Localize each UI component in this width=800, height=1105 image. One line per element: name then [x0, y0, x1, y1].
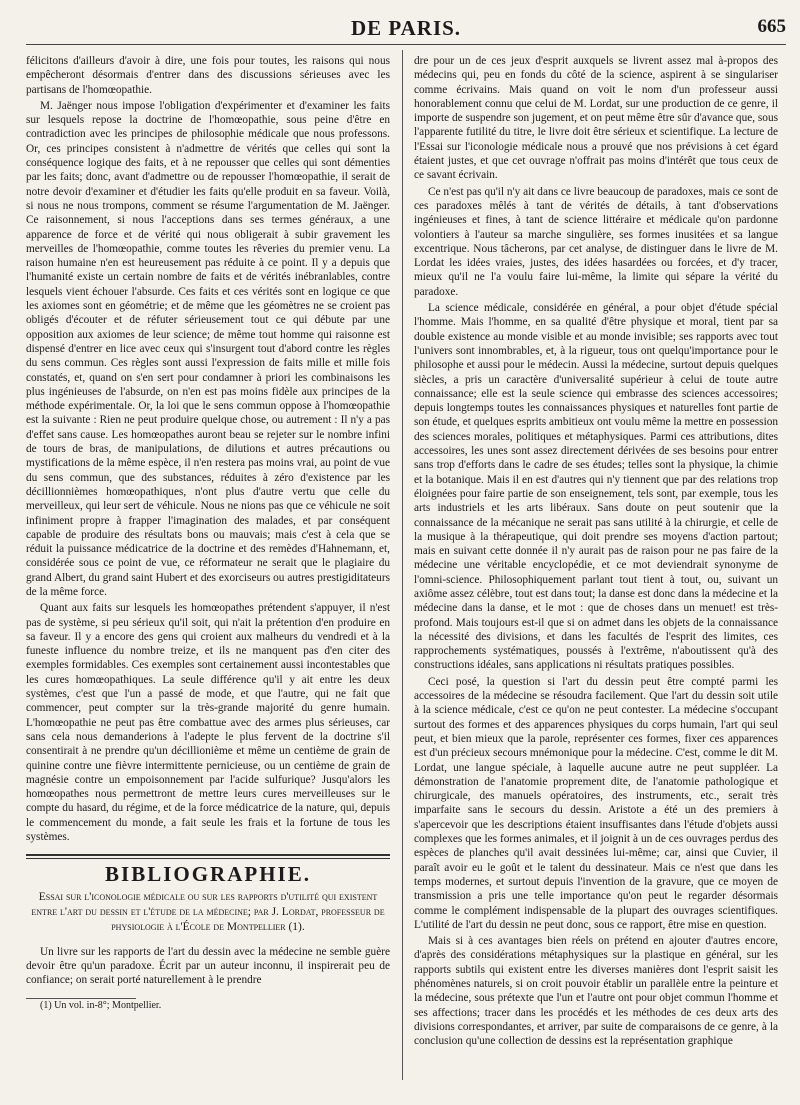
book-heading: Essai sur l'iconologie médicale ou sur les rapports d'utilité qui existent entre l'art du dessin et l'étude de la médecine; par J. Lordat, professeur de physiologie à l'École de Montpellier (1). [31, 890, 385, 933]
running-head [26, 14, 786, 45]
left-column [26, 54, 390, 1074]
paragraph: dre pour un de ces jeux d'esprit auxquels se livrent assez mal à-propos des médecins qui, peu en fonds du côté de la science, aspirent à se singulariser comme écrivains. Mais quand on voit le nom d'un professeur aussi honorablement connu que celui de M. Lordat, sur une production de ce genre, il importe de suspendre son jugement, et on peut même être sûr d'avance que, sous l'apparente futilité du titre, le livre doit être sérieux et scientifique. La lecture de l'Essai sur l'iconologie médicale nous a prouvé que nos prévisions à cet égard étaient justes, et que cet ouvrage n'offrait pas moins d'intérêt que tous ceux de ce savant écrivain. [414, 55, 778, 182]
right-column [414, 54, 778, 1074]
paragraph: Un livre sur les rapports de l'art du dessin avec la médecine ne semble guère devoir être qu'un paradoxe. Écrit par un auteur inconnu, il inspirerait peu de confiance; on serait porté naturellement à le prendre [26, 945, 390, 987]
paragraph: Ceci posé, la question si l'art du dessin peut être compté parmi les accessoires de la médecine se résoudra facilement. Que l'art du dessin soit utile à la science médicale, c'est ce qu'on ne peut contester. La médecine s'occupant surtout des formes et des apparences physiques du corps humain, l'art qui seul peut, et bien mieux que la parole, représenter ces formes, fixer ces apparences est d'un précieux secours mnémonique pour la médecine. C'est, comme le dit M. Lordat, une langue spéciale, à laquelle aucune autre ne peut suppléer. La démonstration de l'anatomie proprement dite, de l'anatomie pathologique et chirurgicale, des manuels opératoires, des instruments, etc., serait très imparfaite sans le secours du dessin. Aristote a été un des premiers à s'apercevoir que les descriptions étaient insuffisantes dans l'étude d'objets aussi complexes que les formes animales, et il joignit à un de ces ouvrages perdus des espèces de planches qu'il avait dessinées lui-même; car, ainsi que Cuvier, il paraît avoir eu le goût et le talent du dessinateur. Mais ce n'est que dans les temps modernes, et surtout depuis l'invention de la gravure, que ce moyen de transmission a pris une telle importance qu'on peut le regarder désormais comme le complément indispensable de la plupart des ouvrages scientifiques. L'utilité de l'art du dessin ne peut donc, sous ce rapport, être mise en question. [414, 675, 778, 931]
paragraph: Mais si à ces avantages bien réels on prétend en ajouter d'autres encore, d'après des considérations métaphysiques sur la plastique en général, sur les rapports subtils qui existent entre les diverses manières dont l'esprit saisit les phénomènes naturels, si on croit pouvoir établir un parallèle entre la peinture et la médecine, sous prétexte que l'un et l'autre ont pour objet commun l'homme et ses affections; tracer dans les procédés et les méthodes de ces deux arts des divisions correspondantes, et arriver, par suite de comparaisons de ce genre, à la conclusion qu'une collection de dessins est la représentation graphique [414, 935, 778, 1048]
footnote: (1) Un vol. in-8°; Montpellier. [40, 999, 162, 1011]
newspaper-page [26, 14, 786, 1094]
paragraph: La science médicale, considérée en général, a pour objet d'étude spécial l'homme. Mais l'homme, en sa qualité d'être physique et moral, tient par sa double existence au monde visible et au monde invisible; ses rapports avec tout l'univers sont innombrables, et, à la rigueur, tous ont quelqu'importance pour le philosophe et aussi pour le médecin. Aussi la médecine, surtout depuis quelques siècles, a pris un caractère d'universalité supérieur à celui de toute autre connaissance; elle est la seule science qui embrasse des sciences accessoires; depuis longtemps toutes les connaissances physiques et naturelles font partie de son étude, et quelques esprits ambitieux ont voulu même la mettre en possession des sciences morales, politiques et métaphysiques. Parmi ces attributions, dites accessoires, les unes sont assez directement dérivées de ses besoins pour entrer sans trop d'efforts dans le cadre de ses études; telles sont la physique, la chimie et la botanique. Mais il en est d'autres qui n'y tiennent que par des relations trop éloignées pour faire partie de son enseignement, tels sont, par exemple, tous les arts industriels et les arts libéraux. Sans doute on peut soutenir que la connaissance de la mécanique ne serait pas sans utilité à la chirurgie, et celle de la musique à la thérapeutique, qui doit prendre ses moyens d'action partout; mais en suivant cette donnée il n'y aurait pas de raison pour ne pas faire de la médecine une véritable encyclopédie, et ce mot deviendrait synonyme de l'omni-science. Philosophiquement parlant tout tient à tout, ou, suivant un axiôme assez célèbre, tout est dans tout; la danse est donc dans la médecine et la médecine dans la danse, et le mot : que de choses dans un menuet! est très-profond. Mais toujours est-il que si on admet dans les objets de la connaissance la nécessité des divisions, et dans les facultés de l'esprit des limites, ces rapprochements systématiques, poussés à l'extrême, n'aboutissent qu'à des constructions idéales, sans applications ni résultats pratiques possibles. [414, 302, 778, 672]
paragraph: Quant aux faits sur lesquels les homœopathes prétendent s'appuyer, il n'est pas de système, si peu sérieux qu'il soit, qui n'ait la prétention d'en produire en sa faveur. Il y a encore des gens qui croient aux malheurs du vendredi et à la funeste influence du nombre treize, et ils ne manquent pas d'en citer des exemples formidables. Ces exemples sont certainement aussi incontestables que les cures homœopathiques. La seule différence qu'il y ait entre les deux systèmes, c'est que l'un a passé de mode, et que l'autre, qui ne fait que commencer, peut compter sur la très-grande majorité du genre humain. L'homœopathie ne peut pas être combattue avec des armes plus sérieuses, car sans cela nous demanderions à l'adepte le plus fervent de la doctrine s'il consentirait à ne prendre qu'un décillionième et même un centième de grain de quinine contre une fièvre intermittente pernicieuse, ou un centième de grain de magnésie contre un empoisonnement par l'acide sulfurique? Jusqu'alors les homœopathes nous permettront de mettre leurs cures merveilleuses sur le compte du hasard, du régime, et de la force médicatrice de la nature, qui, depuis le commencement du monde, a fait seule les frais et la fortune de tous les systèmes. [26, 602, 390, 844]
running-title: DE PARIS. [350, 16, 462, 40]
section-separator [26, 854, 390, 859]
paragraph: félicitons d'ailleurs d'avoir à dire, une fois pour toutes, les raisons qui nous empêcheront désormais d'entrer dans des discussions sérieuses avec les partisans de l'homœopathie. [26, 55, 390, 96]
paragraph: M. Jaënger nous impose l'obligation d'expérimenter et d'examiner les faits sur lesquels repose la doctrine de l'homœopathie, sous peine d'être en contradiction avec les principes de philosophie médicale que nous professons. Or, ces principes consistent à n'admettre de vérités que celles qui sont la conséquence logique des faits, et à ne repousser que celles qui sont démenties par les faits; donc, avant d'admettre ou de repousser l'homœopathie, il serait de notre devoir d'examiner et d'étudier les faits qu'elle produit en sa faveur. Voilà, si nous ne nous trompons, comment se résume l'argumentation de M. Jaënger. Ce raisonnement, si nous l'acceptions dans ses termes généraux, a une apparence de force et de vérité qui nous obligerait à subir gravement les merveilles de l'homœopathie, comme toutes les rêveries du premier venu. La raison humaine n'en est heureusement pas réduite à ce point. Il y a depuis que l'humanité existe un certain nombre de faits et de vérités inébranlables, contre lesquels vient échouer l'absurde. Ces faits et ces vérités sont en logique ce que les axiomes sont en géométrie; et de même que les géomètres ne se croient pas obligés d'écouter et de réfuter sérieusement tout ce qui débute par une opposition aux axiomes de leur science; de même tout homme qui raisonne est dispensé d'entrer en lice avec ceux qui s'insurgent tout d'abord contre les règles du sens commun. Ces règles sont aussi l'expression de faits mille et mille fois constatés, et, quand on s'en sert pour condamner à priori les combinaisons les plus ingénieuses de l'absurde, on n'en est pas moins fidèle aux principes de la méthode expérimentale. Or, la loi que le sens commun oppose à l'homœopathie est la suivante : Rien ne peut produire quelque chose, ou autrement : Il n'y a pas d'effet sans cause. Les homœopathes auront beau se rejeter sur le nombre infini de tours de bras, de manipulations, de dilutions et autres précautions ou mystifications de la même espèce, il n'en restera pas moins vrai, au point de vue du sens commun, que des substances, réduites à zéro d'existence par les décillionnièmes homœopathiques, n'ont plus d'autre vertu que celle du merveilleux, qui leur sert de véhicule. Nous ne nions pas que ce véhicule ne soit infiniment propre à frapper l'imagination des malades, et par conséquent capable de produire des résultats bons ou mauvais; mais c'est à cela que se réduit la puissance médicatrice de la doctrine et des remèdes d'Hahnemann, et, considérée sous ce point de vue, ce réformateur ne serait que le plagiaire du grand Albert, du grand saint Hubert et des exorciseurs ou autres prestigiditateurs de la même force. [26, 99, 390, 598]
page-number: 665 [757, 16, 786, 37]
section-title: BIBLIOGRAPHIE. [105, 862, 311, 887]
paragraph: Ce n'est pas qu'il n'y ait dans ce livre beaucoup de paradoxes, mais ce sont de ces paradoxes mêlés à tant de vérités de détails, à tant d'observations ingénieuses et fines, à tant de science littéraire et médicale qu'on pardonne volontiers à l'auteur sa marche singulière, ses formes inusitées et sa langue excentrique. Nous tâcherons, par cet analyse, de distinguer dans le livre de M. Lordat les idées vraies, justes, des idées hasardées ou forcées, et d'y tracer, mieux qu'il ne l'a voulu faire lui-même, la limite qui sépare la vérité du paradoxe. [414, 185, 778, 298]
columns [26, 54, 786, 1074]
